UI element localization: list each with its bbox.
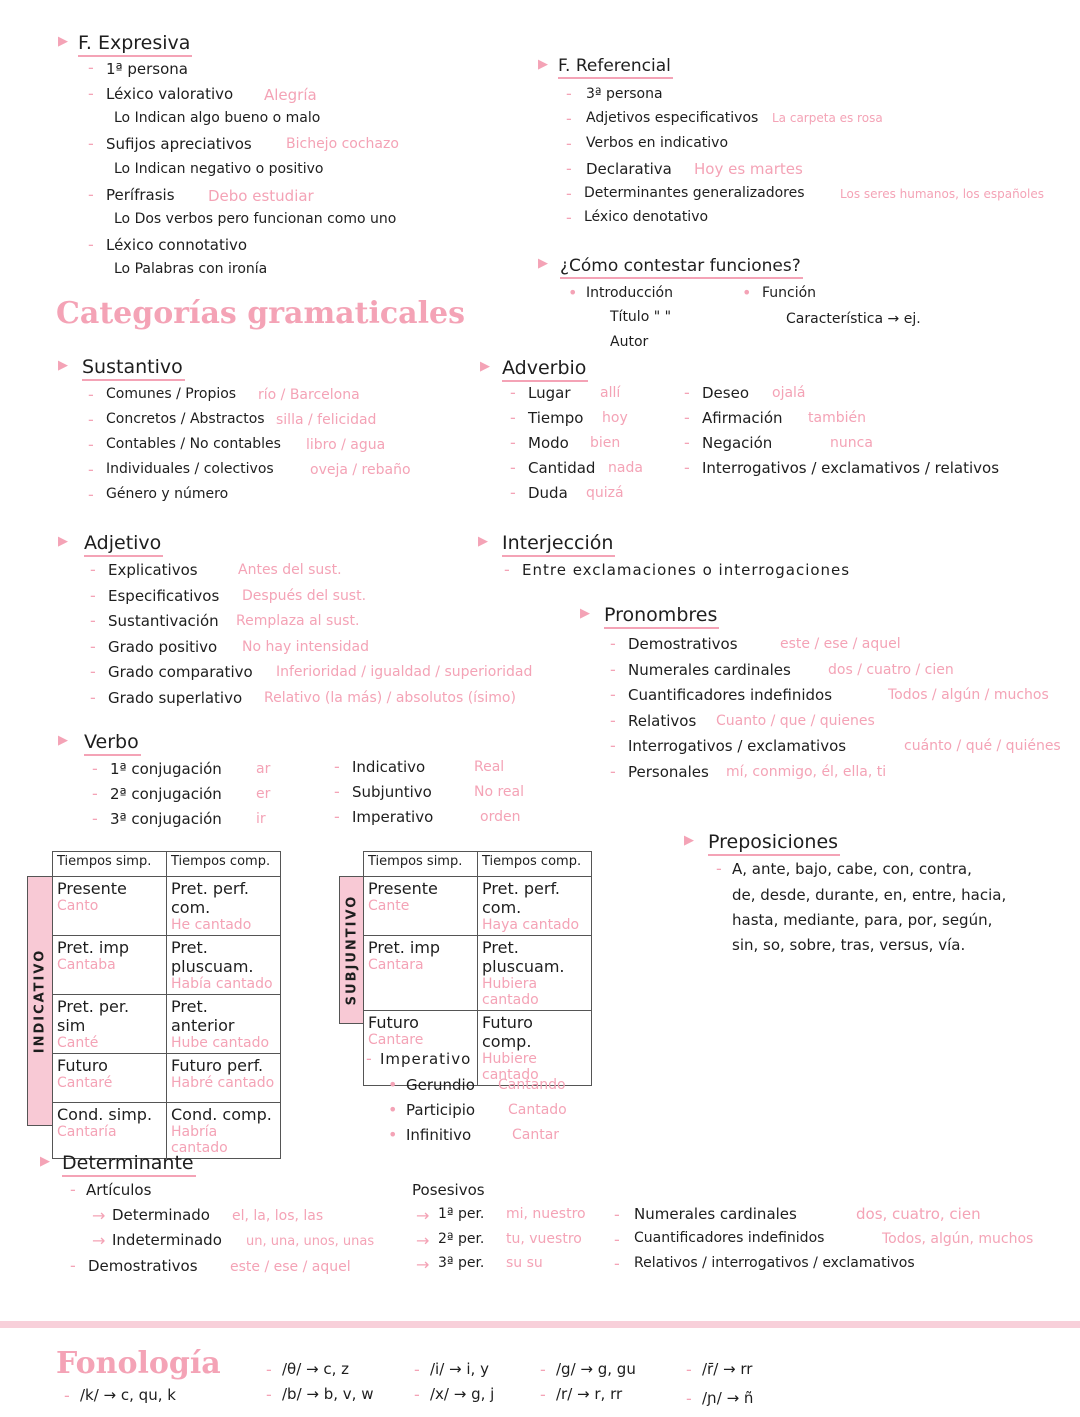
list-bullet: - — [510, 408, 516, 427]
list-bullet: - — [414, 1385, 420, 1404]
tense-example: Cantara — [368, 957, 424, 973]
tense-compound-cell — [167, 936, 281, 995]
adverbio-item: Modo — [528, 434, 569, 452]
expresiva-example: Debo estudiar — [208, 187, 314, 205]
determinante-cuant-example: Todos, algún, muchos — [882, 1231, 1034, 1247]
pronombres-item: Numerales cardinales — [628, 660, 791, 679]
determinante-articulos: Artículos — [86, 1181, 152, 1199]
column-header: Tiempos comp. — [478, 852, 592, 877]
tense-example: Cantare — [368, 1032, 424, 1048]
contestar-caract: Característica → ej. — [786, 311, 921, 327]
adjetivo-example: Inferioridad / igualdad / superioridad — [276, 664, 533, 680]
column-header: Tiempos simp. — [53, 852, 167, 877]
determinante-cuant: Cuantificadores indefinidos — [634, 1230, 825, 1246]
verbo-title: Verbo — [84, 731, 141, 756]
adjetivo-title: Adjetivo — [84, 532, 163, 557]
tense-name: Futuro — [368, 1013, 419, 1032]
determinante-demo: Demostrativos — [88, 1257, 198, 1275]
imperativo-item: Gerundio — [406, 1076, 475, 1094]
tense-name: Pret. pluscuam. — [482, 938, 565, 976]
sustantivo-item: Individuales / colectivos — [106, 461, 274, 477]
posesivos-title: Posesivos — [412, 1181, 485, 1199]
list-bullet: - — [610, 761, 616, 781]
expresiva-example: Bichejo cochazo — [286, 136, 399, 152]
pronombres-example: cuánto / qué / quiénes — [904, 738, 1061, 754]
bullet-triangle-icon: ▶ — [40, 1154, 50, 1169]
adverbio-example: quizá — [586, 485, 624, 501]
bullet-triangle-icon: ▶ — [478, 534, 488, 549]
list-bullet: - — [90, 585, 96, 605]
adjetivo-item: Grado positivo — [108, 637, 218, 656]
tense-simple-cell — [53, 1054, 167, 1103]
table-row — [53, 995, 281, 1054]
list-bullet: • — [388, 1100, 398, 1119]
table-row — [364, 877, 592, 936]
bullet-triangle-icon: ▶ — [538, 57, 548, 72]
list-bullet: - — [510, 383, 516, 402]
fonologia-item: /b/ → b, v, w — [282, 1385, 374, 1403]
list-bullet: • — [388, 1125, 398, 1144]
bullet-triangle-icon: ▶ — [480, 359, 490, 374]
expresiva-line: Perífrasis — [106, 186, 175, 204]
tense-example: Cante — [368, 898, 410, 914]
adverbio-item: Deseo — [702, 384, 749, 402]
tense-name: Futuro perf. — [171, 1056, 264, 1075]
fonologia-item: /r̄/ → rr — [702, 1360, 753, 1378]
list-bullet: - — [686, 1389, 692, 1408]
tense-name: Pret. perf. com. — [171, 879, 250, 917]
arrow-icon: → — [416, 1230, 430, 1250]
adjetivo-item: Explicativos — [108, 561, 198, 579]
adjetivo-example: Después del sust. — [242, 587, 367, 604]
list-bullet: - — [540, 1385, 546, 1404]
categorias-title: Categorías gramaticales — [56, 296, 465, 331]
column-header: Tiempos simp. — [364, 852, 478, 877]
sustantivo-example: libro / agua — [306, 437, 386, 453]
tense-simple-cell — [53, 877, 167, 936]
determinante-rel: Relativos / interrogativos / exclamativos — [634, 1255, 915, 1271]
bullet-triangle-icon: ▶ — [538, 256, 548, 271]
tense-simple-cell — [53, 1103, 167, 1159]
expresiva-example: Alegría — [264, 86, 317, 104]
indicativo-table — [52, 851, 281, 1159]
contestar-funcion: Función — [762, 285, 817, 301]
interjeccion-title: Interjección — [502, 532, 615, 557]
tense-compound-cell — [167, 995, 281, 1054]
tense-name: Pret. pluscuam. — [171, 938, 254, 976]
referencial-title: F. Referencial — [558, 56, 673, 79]
imperativo-example: Cantado — [508, 1102, 567, 1118]
imperativo-title: Imperativo — [380, 1050, 472, 1068]
tense-name: Pret. imp — [368, 938, 441, 957]
tense-example: He cantado — [171, 917, 252, 933]
expresiva-note: Lo Indican negativo o positivo — [114, 161, 324, 177]
list-bullet: - — [90, 560, 96, 579]
tense-name: Pret. per. sim — [57, 997, 130, 1035]
determinante-det-example: el, la, los, las — [232, 1208, 324, 1224]
adjetivo-item: Especificativos — [108, 586, 220, 605]
table-row — [364, 936, 592, 1011]
verbo-conjugacion: 3ª conjugación — [110, 810, 222, 828]
list-bullet: - — [88, 460, 94, 479]
sustantivo-item: Comunes / Propios — [106, 386, 237, 402]
tense-example: Cantaré — [57, 1075, 113, 1091]
section-divider — [0, 1321, 1080, 1328]
tense-example: Haya cantado — [482, 917, 580, 933]
tense-compound-cell — [167, 877, 281, 936]
expresiva-note: Lo Dos verbos pero funcionan como uno — [114, 211, 397, 227]
list-bullet: - — [88, 435, 94, 454]
tense-example: Cantaba — [57, 957, 116, 973]
indicativo-side-label: INDICATIVO — [27, 876, 53, 1126]
table-row — [53, 936, 281, 995]
referencial-line: Léxico denotativo — [584, 209, 709, 225]
sustantivo-item: Género y número — [106, 486, 229, 502]
fonologia-item: /i/ → i, y — [430, 1360, 489, 1378]
list-bullet: - — [414, 1360, 420, 1379]
fonologia-item: /g/ → g, gu — [556, 1360, 636, 1378]
determinante-demo-example: este / ese / aquel — [230, 1259, 351, 1275]
adjetivo-item: Sustantivación — [108, 612, 219, 630]
preposiciones-title: Preposiciones — [708, 831, 840, 856]
fonologia-item: /k/ → c, qu, k — [80, 1386, 176, 1404]
adverbio-item: Interrogativos / exclamativos / relativos — [702, 459, 1000, 477]
table-row — [53, 877, 281, 936]
adverbio-example: bien — [590, 435, 621, 451]
tense-name: Pret. imp — [57, 938, 130, 957]
adverbio-example: allí — [600, 385, 621, 401]
contestar-title: ¿Cómo contestar funciones? — [560, 256, 803, 279]
expresiva-line: 1ª persona — [106, 60, 188, 78]
list-bullet: - — [64, 1386, 70, 1405]
preposiciones-line: sin, so, sobre, tras, versus, vía. — [732, 936, 966, 954]
posesivo-example: su su — [506, 1255, 543, 1271]
expresiva-note: Lo Palabras con ironía — [114, 261, 268, 277]
interjeccion-line: Entre exclamaciones o interrogaciones — [522, 561, 851, 579]
determinante-title: Determinante — [62, 1152, 196, 1177]
list-bullet: - — [88, 385, 94, 404]
sustantivo-title: Sustantivo — [82, 356, 185, 381]
referencial-line: Determinantes generalizadores — [584, 185, 805, 201]
list-bullet: - — [510, 483, 516, 502]
sustantivo-item: Contables / No contables — [106, 436, 281, 452]
tense-example: Hubiere cantado — [482, 1051, 539, 1083]
tense-simple-cell — [53, 936, 167, 995]
tense-example: Cantaría — [57, 1124, 117, 1140]
list-bullet: - — [510, 458, 516, 477]
list-bullet: - — [334, 757, 340, 776]
preposiciones-line: A, ante, bajo, cabe, con, contra, — [732, 860, 972, 878]
bullet-triangle-icon: ▶ — [58, 733, 68, 748]
list-bullet: - — [610, 736, 616, 755]
determinante-indet-example: un, una, unos, unas — [246, 1234, 375, 1249]
list-bullet: - — [92, 784, 98, 803]
verbo-conjugacion: 1ª conjugación — [110, 760, 222, 778]
list-bullet: - — [88, 410, 94, 429]
tense-example: Había cantado — [171, 976, 273, 992]
list-bullet: - — [540, 1360, 546, 1379]
pronombres-item: Relativos — [628, 711, 697, 730]
adverbio-example: nada — [608, 460, 643, 476]
adverbio-example: también — [808, 410, 866, 426]
imperativo-item: Infinitivo — [406, 1126, 472, 1144]
imperativo-example: Cantando — [498, 1077, 566, 1093]
list-bullet: - — [92, 809, 98, 828]
tense-compound-cell — [167, 1054, 281, 1103]
imperativo-item: Participio — [406, 1101, 476, 1119]
posesivo-example: mi, nuestro — [506, 1206, 586, 1222]
pronombres-example: Todos / algún / muchos — [888, 687, 1049, 703]
list-bullet: - — [266, 1360, 272, 1379]
bullet-triangle-icon: ▶ — [684, 833, 694, 848]
adverbio-example: ojalá — [772, 385, 806, 401]
pronombres-example: este / ese / aquel — [780, 636, 901, 652]
adverbio-item: Duda — [528, 484, 568, 502]
adverbio-item: Tiempo — [528, 409, 584, 427]
verbo-modo-example: Real — [474, 759, 505, 775]
referencial-example: Los seres humanos, los españoles — [840, 187, 1044, 201]
table-row — [53, 1103, 281, 1159]
adverbio-item: Negación — [702, 434, 773, 452]
sustantivo-item: Concretos / Abstractos — [106, 411, 265, 427]
determinante-num-example: dos, cuatro, cien — [856, 1205, 981, 1223]
list-bullet: - — [266, 1385, 272, 1404]
expresiva-title: F. Expresiva — [78, 32, 192, 57]
tense-simple-cell — [364, 1011, 478, 1086]
referencial-example: La carpeta es rosa — [772, 111, 883, 125]
list-bullet: - — [684, 408, 690, 427]
adjetivo-example: No hay intensidad — [242, 638, 369, 655]
arrow-icon: → — [416, 1206, 430, 1225]
tense-name: Futuro — [57, 1056, 108, 1075]
tense-name: Presente — [368, 879, 438, 898]
arrow-icon: → — [92, 1231, 106, 1250]
determinante-indet: Indeterminado — [112, 1231, 222, 1249]
fonologia-item: /ɲ/ → ñ — [702, 1389, 754, 1407]
adverbio-item: Lugar — [528, 384, 571, 402]
pronombres-example: Cuanto / que / quienes — [716, 712, 875, 729]
pronombres-example: dos / cuatro / cien — [828, 661, 954, 678]
tense-compound-cell — [167, 1103, 281, 1159]
list-bullet: - — [88, 485, 94, 504]
tense-example: Habría cantado — [171, 1124, 228, 1156]
adjetivo-example: Remplaza al sust. — [236, 613, 360, 629]
pronombres-item: Interrogativos / exclamativos — [628, 737, 847, 755]
posesivo-persona: 2ª per. — [438, 1230, 485, 1247]
preposiciones-line: hasta, mediante, para, por, según, — [732, 911, 993, 929]
fonologia-item: /x/ → g, j — [430, 1385, 495, 1403]
tense-compound-cell — [478, 877, 592, 936]
contestar-autor: Autor — [610, 334, 649, 350]
referencial-line: Verbos en indicativo — [586, 135, 729, 151]
verbo-modo-example: No real — [474, 784, 525, 800]
verbo-terminacion: ar — [256, 761, 271, 777]
verbo-conjugacion: 2ª conjugación — [110, 785, 222, 803]
list-bullet: - — [686, 1360, 692, 1379]
preposiciones-line: de, desde, durante, en, entre, hacia, — [732, 886, 1007, 904]
bullet-triangle-icon: ▶ — [58, 34, 68, 49]
list-bullet: - — [610, 659, 616, 679]
fonologia-item: /θ/ → c, z — [282, 1360, 350, 1378]
verbo-modo-example: orden — [480, 809, 521, 825]
list-bullet: - — [90, 687, 96, 707]
adjetivo-item: Grado superlativo — [108, 688, 243, 707]
tense-name: Cond. simp. — [57, 1105, 153, 1124]
tense-example: Hubiera cantado — [482, 976, 539, 1008]
determinante-num: Numerales cardinales — [634, 1205, 797, 1223]
list-bullet: - — [610, 685, 616, 704]
tense-name: Presente — [57, 879, 127, 898]
posesivo-persona: 3ª per. — [438, 1255, 485, 1271]
bullet-triangle-icon: ▶ — [58, 534, 68, 549]
referencial-line: Declarativa — [586, 160, 672, 178]
verbo-terminacion: er — [256, 786, 271, 802]
tense-simple-cell — [364, 936, 478, 1011]
pronombres-title: Pronombres — [604, 604, 719, 629]
fonologia-title: Fonología — [56, 1346, 221, 1381]
bullet-triangle-icon: ▶ — [58, 358, 68, 373]
list-bullet: - — [334, 807, 340, 826]
list-bullet: - — [92, 759, 98, 778]
fonologia-item: /r/ → r, rr — [556, 1385, 623, 1403]
arrow-icon: → — [92, 1206, 106, 1225]
tense-example: Hube cantado — [171, 1035, 270, 1051]
referencial-example: Hoy es martes — [694, 160, 803, 178]
tense-example: Canto — [57, 898, 99, 914]
list-bullet: - — [684, 383, 690, 402]
tense-name: Pret. perf. com. — [482, 879, 561, 917]
expresiva-line: Sufijos apreciativos — [106, 135, 252, 153]
tense-name: Futuro comp. — [482, 1013, 533, 1051]
expresiva-line: Léxico valorativo — [106, 85, 234, 103]
posesivo-persona: 1ª per. — [438, 1206, 485, 1222]
contestar-intro: Introducción — [586, 285, 673, 301]
arrow-icon: → — [416, 1255, 430, 1274]
tense-name: Cond. comp. — [171, 1105, 272, 1124]
adjetivo-item: Grado comparativo — [108, 663, 253, 681]
sustantivo-example: silla / felicidad — [276, 412, 377, 428]
list-bullet: - — [610, 710, 616, 730]
tense-compound-cell — [478, 936, 592, 1011]
posesivo-example: tu, vuestro — [506, 1230, 582, 1247]
pronombres-example: mí, conmigo, él, ella, ti — [726, 763, 887, 780]
sustantivo-example: río / Barcelona — [258, 387, 360, 403]
verbo-modo: Imperativo — [352, 808, 434, 826]
sustantivo-example: oveja / rebaño — [310, 462, 411, 478]
list-bullet: - — [90, 662, 96, 681]
column-header: Tiempos comp. — [167, 852, 281, 877]
table-row — [53, 1054, 281, 1103]
pronombres-item: Personales — [628, 762, 709, 781]
contestar-titulo: Título " " — [610, 309, 672, 325]
pronombres-item: Cuantificadores indefinidos — [628, 686, 833, 704]
expresiva-note: Lo Indican algo bueno o malo — [114, 110, 321, 126]
referencial-line: 3ª persona — [586, 86, 663, 102]
list-bullet: - — [684, 433, 690, 452]
adverbio-title: Adverbio — [502, 357, 588, 382]
list-bullet: - — [510, 433, 516, 452]
verbo-modo: Subjuntivo — [352, 783, 432, 801]
verbo-terminacion: ir — [256, 811, 266, 827]
referencial-line: Adjetivos especificativos — [586, 110, 759, 126]
table-header-row — [364, 852, 592, 877]
list-bullet: - — [90, 611, 96, 630]
table-row — [364, 1011, 592, 1086]
verbo-modo: Indicativo — [352, 758, 426, 776]
adverbio-example: hoy — [602, 410, 628, 426]
tense-compound-cell — [478, 1011, 592, 1086]
adverbio-item: Afirmación — [702, 409, 783, 427]
pronombres-item: Demostrativos — [628, 635, 738, 653]
expresiva-line: Léxico connotativo — [106, 236, 248, 254]
list-bullet: - — [90, 636, 96, 656]
determinante-det: Determinado — [112, 1206, 210, 1224]
list-bullet: - — [684, 458, 690, 477]
table-header-row — [53, 852, 281, 877]
tense-simple-cell — [364, 877, 478, 936]
list-bullet: - — [610, 634, 616, 653]
list-bullet: • — [388, 1075, 398, 1094]
subjuntivo-side-label: SUBJUNTIVO — [339, 876, 364, 1024]
adjetivo-example: Relativo (la más) / absolutos (ísimo) — [264, 689, 516, 706]
tense-name: Pret. anterior — [171, 997, 235, 1035]
tense-simple-cell — [53, 995, 167, 1054]
bullet-triangle-icon: ▶ — [580, 606, 590, 621]
adverbio-example: nunca — [830, 435, 873, 451]
list-bullet: - — [334, 782, 340, 801]
tense-example: Canté — [57, 1035, 99, 1051]
adverbio-item: Cantidad — [528, 459, 596, 477]
adjetivo-example: Antes del sust. — [238, 562, 342, 578]
imperativo-example: Cantar — [512, 1127, 560, 1143]
tense-example: Habré cantado — [171, 1075, 275, 1091]
